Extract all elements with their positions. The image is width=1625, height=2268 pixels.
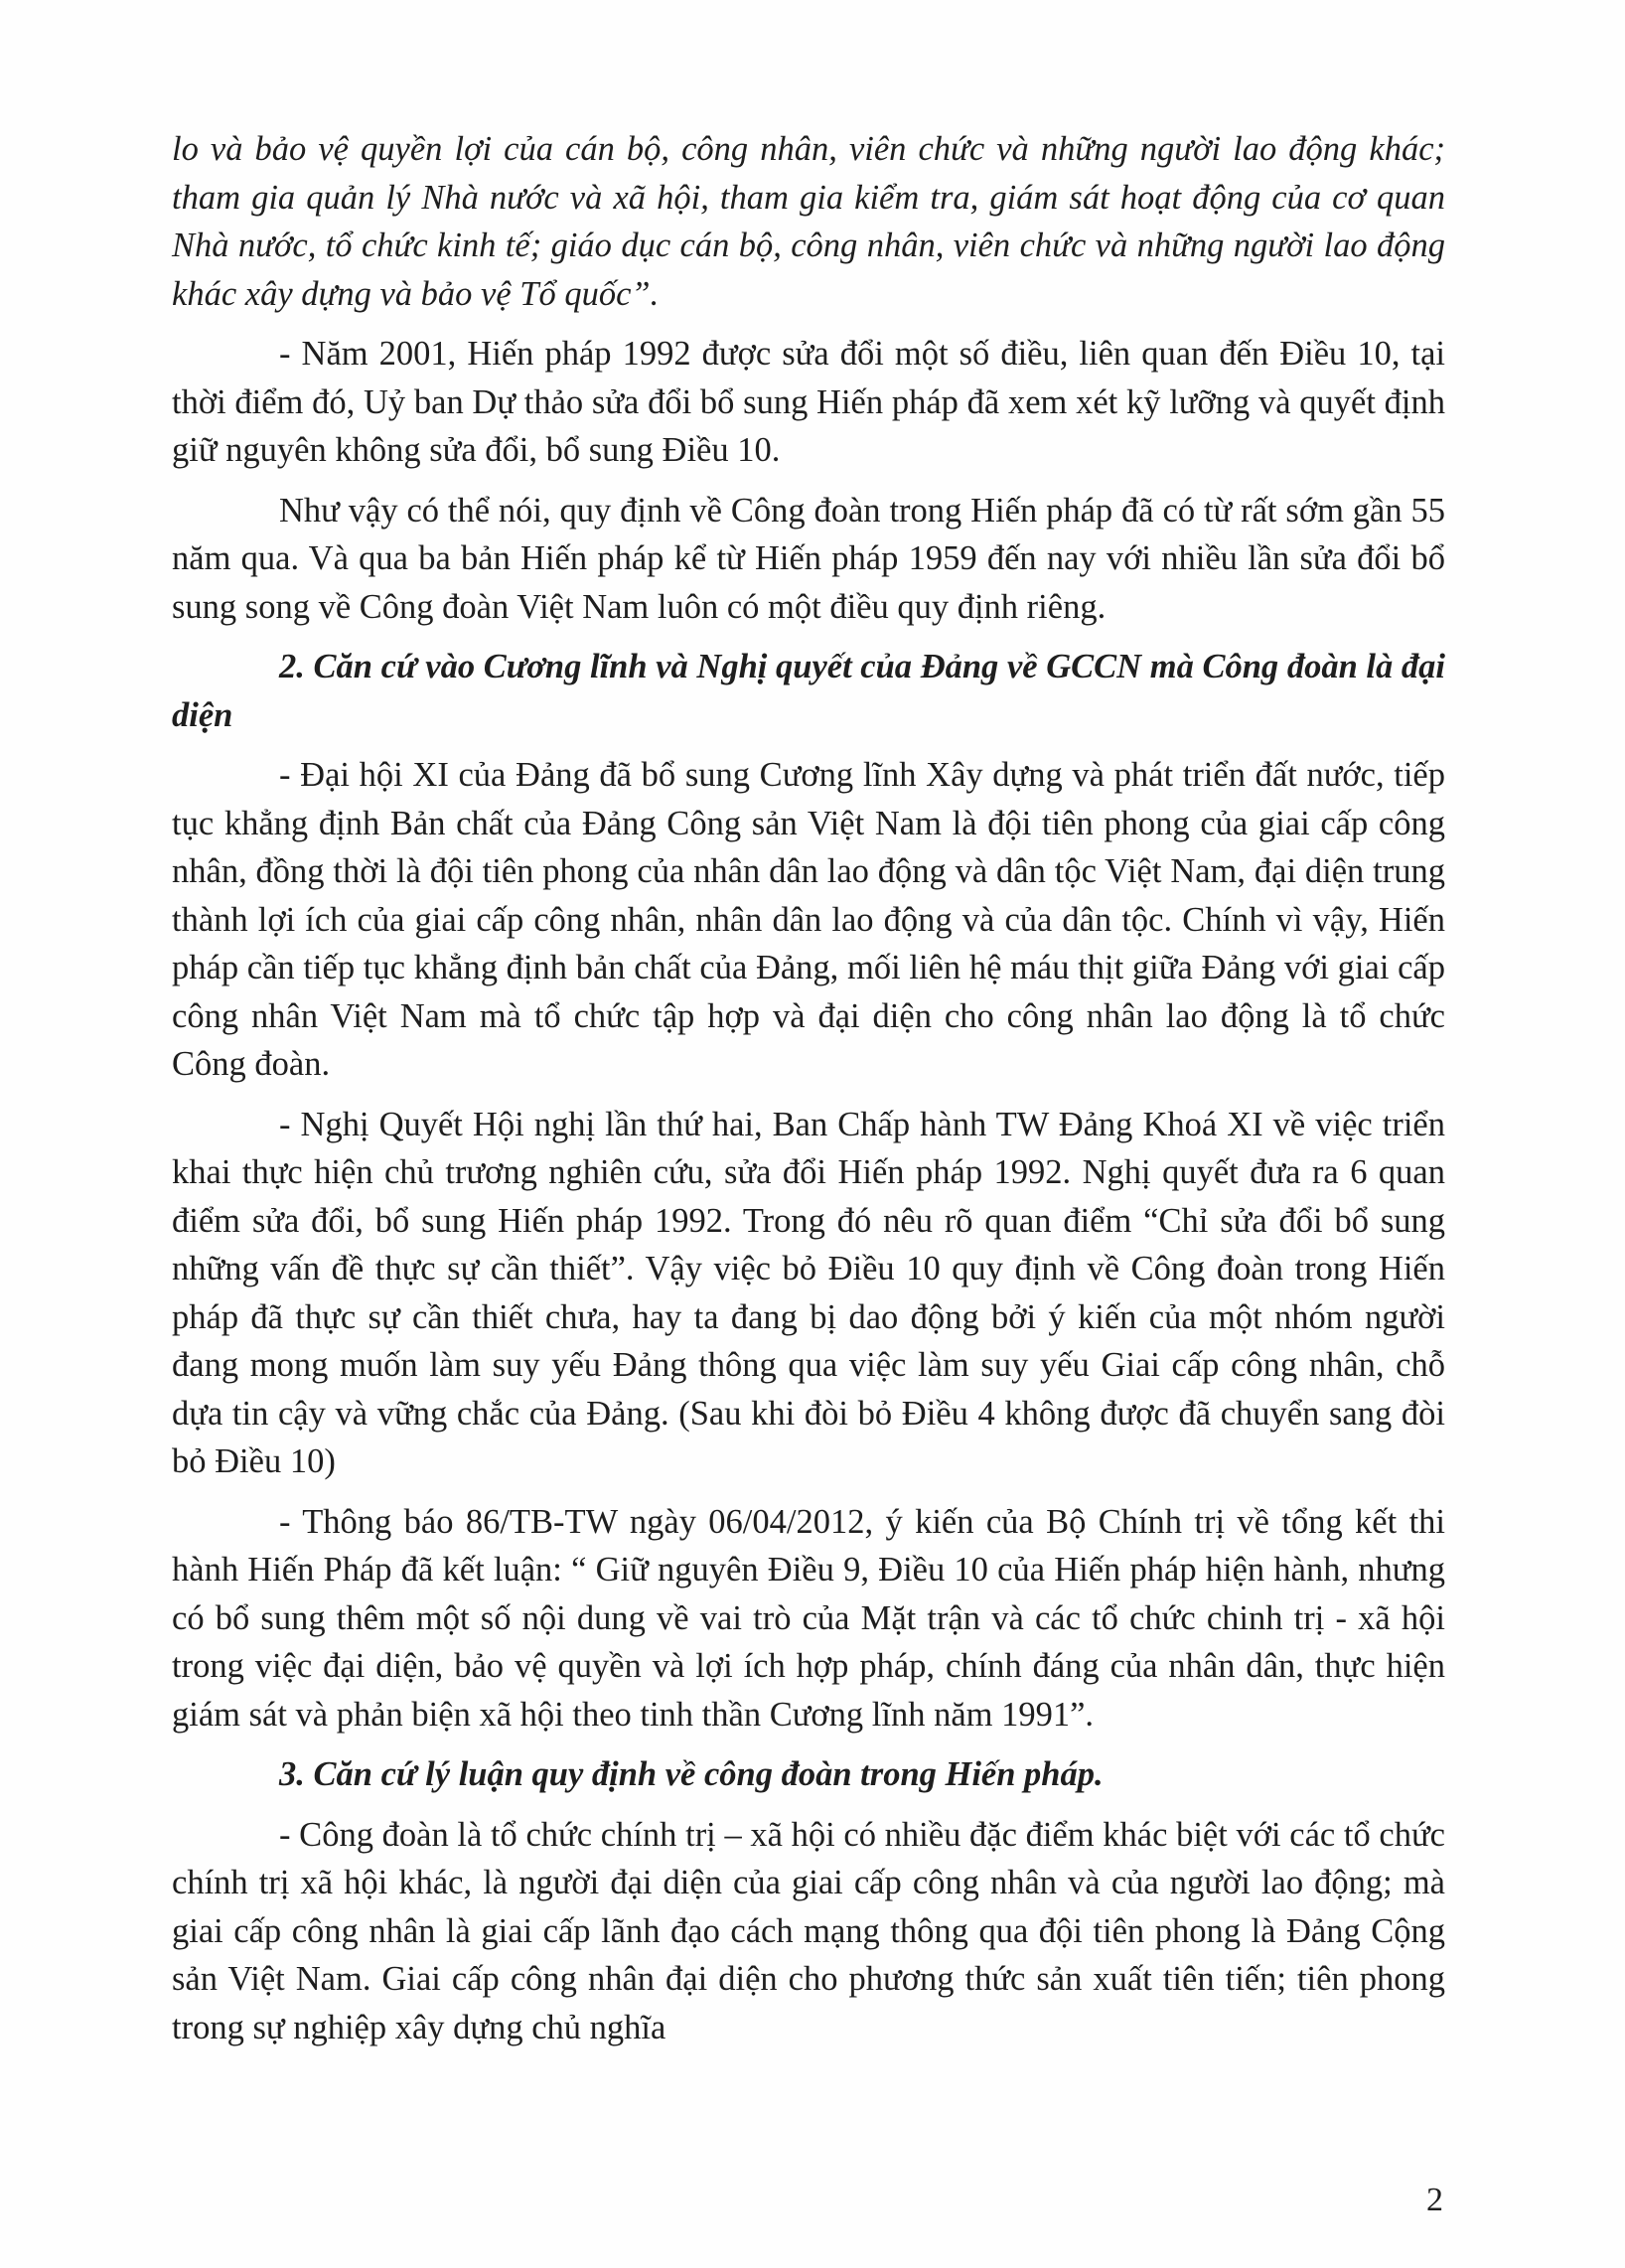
paragraph-congress-xi: - Đại hội XI của Đảng đã bổ sung Cương lĩnh Xây dựng và phát triển đất nước, tiếp tục khẳng định Bản chất của Đảng Công sản Việt Nam là đội tiên phong của giai cấp công nhân, đồng thời là đội tiên phong của nhân dân lao động và dân tộc Việt Nam, đại diện trung thành lợi ích của giai cấp công nhân, nhân dân lao động và của dân tộc. Chính vì vậy, Hiến pháp cần tiếp tục khẳng định bản chất của Đảng, mối liên hệ máu thịt giữa Đảng với giai cấp công nhân Việt Nam mà tổ chức tập hợp và đại diện cho công nhân lao động là tổ chức Công đoàn. — [172, 756, 1445, 1083]
section-heading-2: 2. Căn cứ vào Cương lĩnh và Nghị quyết của Đảng về GCCN mà Công đoàn là đại diện — [172, 648, 1445, 734]
document-body — [172, 125, 1445, 2063]
paragraph-summary: Như vậy có thể nói, quy định về Công đoàn trong Hiến pháp đã có từ rất sớm gần 55 năm qua. Và qua ba bản Hiến pháp kể từ Hiến pháp 1959 đến nay với nhiều lần sửa đổi bổ sung song về Công đoàn Việt Nam luôn có một điều quy định riêng. — [172, 491, 1445, 626]
paragraph-2001-amendment: - Năm 2001, Hiến pháp 1992 được sửa đổi một số điều, liên quan đến Điều 10, tại thời điểm đó, Uỷ ban Dự thảo sửa đổi bổ sung Hiến pháp đã xem xét kỹ lưỡng và quyết định giữ nguyên không sửa đổi, bổ sung Điều 10. — [172, 335, 1445, 469]
page-number: 2 — [1426, 2182, 1443, 2218]
paragraph-trade-union-theory: - Công đoàn là tổ chức chính trị – xã hội có nhiều đặc điểm khác biệt với các tổ chức chính trị xã hội khác, là người đại diện của giai cấp công nhân và của người lao động; mà giai cấp công nhân là giai cấp lãnh đạo cách mạng thông qua đội tiên phong là Đảng Cộng sản Việt Nam. Giai cấp công nhân đại diện cho phương thức sản xuất tiên tiến; tiên phong trong sự nghiệp xây dựng chủ nghĩa — [172, 1815, 1445, 2046]
paragraph-quote-continuation: lo và bảo vệ quyền lợi của cán bộ, công nhân, viên chức và những người lao động khác; tham gia quản lý Nhà nước và xã hội, tham gia kiểm tra, giám sát hoạt động của cơ quan Nhà nước, tổ chức kinh tế; giáo dục cán bộ, công nhân, viên chức và những người lao động khác xây dựng và bảo vệ Tổ quốc”. — [172, 130, 1445, 313]
paragraph-announcement-86: - Thông báo 86/TB-TW ngày 06/04/2012, ý kiến của Bộ Chính trị về tổng kết thi hành Hiến Pháp đã kết luận: “ Giữ nguyên Điều 9, Điều 10 của Hiến pháp hiện hành, nhưng có bổ sung thêm một số nội dung về vai trò của Mặt trận và các tổ chức chinh trị - xã hội trong việc đại diện, bảo vệ quyền và lợi ích hợp pháp, chính đáng của nhân dân, thực hiện giám sát và phản biện xã hội theo tinh thần Cương lĩnh năm 1991”. — [172, 1502, 1445, 1734]
paragraph-resolution: - Nghị Quyết Hội nghị lần thứ hai, Ban Chấp hành TW Đảng Khoá XI về việc triển khai thực hiện chủ trương nghiên cứu, sửa đổi Hiến pháp 1992. Nghị quyết đưa ra 6 quan điểm sửa đổi, bổ sung Hiến pháp 1992. Trong đó nêu rõ quan điểm “Chỉ sửa đổi bổ sung những vấn đề thực sự cần thiết”. Vậy việc bỏ Điều 10 quy định về Công đoàn trong Hiến pháp đã thực sự cần thiết chưa, hay ta đang bị dao động bởi ý kiến của một nhóm người đang mong muốn làm suy yếu Đảng thông qua việc làm suy yếu Giai cấp công nhân, chỗ dựa tin cậy và vững chắc của Đảng. (Sau khi đòi bỏ Điều 4 không được đã chuyển sang đòi bỏ Điều 10) — [172, 1105, 1445, 1480]
section-heading-3: 3. Căn cứ lý luận quy định về công đoàn trong Hiến pháp. — [279, 1755, 1104, 1793]
